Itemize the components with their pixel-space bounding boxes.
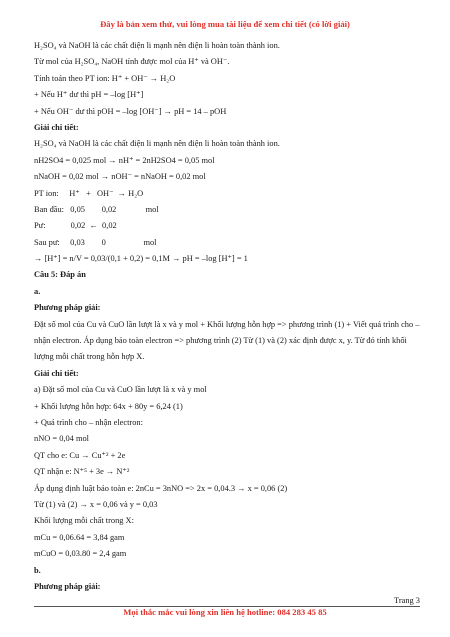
text-line: QT nhận e: N⁺⁵ + 3e → N⁺²	[34, 467, 130, 477]
text-line: PT ion: H⁺ + OH⁻ → H₂O	[34, 188, 144, 198]
text-line: Sau pư: 0,03 0 mol	[34, 237, 157, 247]
text-line: + Khối lượng hỗn hợp: 64x + 80y = 6,24 (1)	[34, 401, 183, 411]
text-line: nNaOH = 0,02 mol → nOH⁻ = nNaOH = 0,02 mol	[34, 172, 206, 182]
text-line: nNO = 0,04 mol	[34, 434, 89, 444]
text-line: + Quá trình cho – nhận electron:	[34, 418, 143, 428]
text-line: + Nếu OH⁻ dư thì pOH = –log [OH⁻] → pH = 14 – pOH	[34, 106, 227, 116]
text-line: Từ (1) và (2) → x = 0,06 và y = 0,03	[34, 499, 158, 509]
section-heading: Phương pháp giải:	[34, 303, 101, 313]
question-heading: Câu 5: Đáp án	[34, 270, 86, 280]
text-line: Áp dụng định luật bảo toàn e: 2nCu = 3nNO => 2x = 0,04.3 → x = 0,06 (2)	[34, 483, 288, 493]
section-heading: Giải chi tiết:	[34, 368, 79, 378]
text-line: QT cho e: Cu → Cu⁺² + 2e	[34, 450, 126, 460]
text-line: + Nếu H⁺ dư thì pH = –log [H⁺]	[34, 90, 144, 100]
text-line: nH2SO4 = 0,025 mol → nH⁺ = 2nH2SO4 = 0,05 mol	[34, 155, 215, 165]
text-line: Pư: 0,02 ← 0,02	[34, 221, 117, 231]
text-line: a) Đặt số mol của Cu và CuO lần lượt là x và y mol	[34, 385, 207, 395]
paragraph: Đặt số mol của Cu và CuO lần lượt là x và y mol + Khối lượng hỗn hợp => phương trình (1) + Viết quá trình cho – nhận electron. Áp dụng bảo toàn electron => phương trình (2) Từ (1) và (2) xác định được x, y. Từ đó tính khối lượng mỗi chất trong hỗn hợp X.	[34, 319, 420, 362]
text-line: Từ mol của H₂SO₄, NaOH tính được mol của H⁺ và OH⁻.	[34, 57, 230, 67]
section-heading: Phương pháp giải:	[34, 581, 101, 591]
text-line: H₂SO₄ và NaOH là các chất điện li mạnh nên điện li hoàn toàn thành ion.	[34, 139, 280, 149]
preview-notice: Đây là bản xem thử, vui lòng mua tài liệu để xem chi tiết (có lời giải)	[100, 19, 350, 29]
section-heading: Giải chi tiết:	[34, 122, 79, 132]
text-line: → [H⁺] = n/V = 0,03/(0,1 + 0,2) = 0,1M → pH = –log [H⁺] = 1	[34, 254, 248, 264]
document-body	[34, 38, 420, 595]
part-label: b.	[34, 565, 41, 575]
text-line: Khối lượng mỗi chất trong X:	[34, 516, 134, 526]
text-line: H₂SO₄ và NaOH là các chất điện li mạnh nên điện li hoàn toàn thành ion.	[34, 41, 280, 50]
text-line: mCuO = 0,03.80 = 2,4 gam	[34, 549, 127, 559]
text-line: Ban đầu: 0,05 0,02 mol	[34, 204, 159, 214]
page-number: Trang 3	[394, 596, 420, 605]
text-line: mCu = 0,06.64 = 3,84 gam	[34, 532, 125, 542]
hotline-notice: Mọi thắc mắc vui lòng xin liên hệ hotline: 084 283 45 85	[123, 607, 327, 617]
part-label: a.	[34, 286, 41, 296]
text-line: Tính toán theo PT ion: H⁺ + OH⁻ → H₂O	[34, 73, 176, 83]
